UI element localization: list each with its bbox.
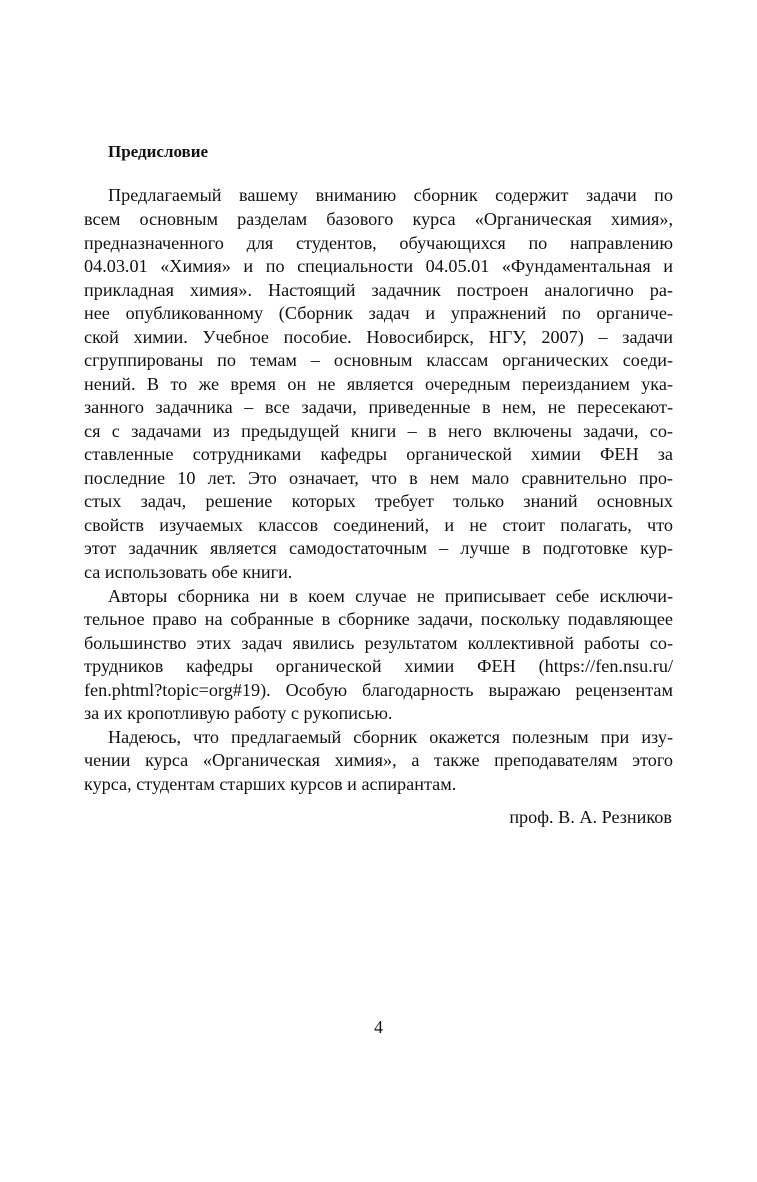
paragraph-2-line: трудников кафедры органической химии ФЕН (https://fen.nsu.ru/: [84, 656, 673, 676]
paragraph-1-line: 04.03.01 «Химия» и по специальности 04.05.01 «Фундаментальная и: [84, 256, 673, 276]
section-heading: Предисловие: [108, 142, 209, 161]
paragraph-1-line: ставленные сотрудниками кафедры органической химии ФЕН за: [84, 444, 673, 464]
paragraph-2-line: за их кропотливую работу с рукописью.: [84, 703, 393, 723]
paragraph-3-line: курса, студентам старших курсов и аспирантам.: [84, 774, 457, 794]
paragraph-1-line: занного задачника – все задачи, приведенные в нем, не пересекают-: [84, 397, 673, 417]
paragraph-2-line: Авторы сборника ни в коем случае не приписывает себе исключи-: [108, 586, 673, 606]
paragraph-1-line: всем основным разделам базового курса «Органическая химия»,: [84, 209, 673, 229]
paragraph-3-line: Надеюсь, что предлагаемый сборник окажется полезным при изу-: [108, 727, 673, 747]
author-signature: проф. В. А. Резников: [509, 807, 672, 827]
page-number: 4: [374, 1017, 383, 1037]
paragraph-1-line: ся с задачами из предыдущей книги – в него включены задачи, со-: [84, 421, 673, 441]
paragraph-1-line: предназначенного для студентов, обучающихся по направлению: [84, 233, 673, 253]
paragraph-1-line: ской химии. Учебное пособие. Новосибирск, НГУ, 2007) – задачи: [84, 327, 673, 347]
paragraph-1-line: прикладная химия». Настоящий задачник построен аналогично ра-: [84, 280, 673, 300]
paragraph-2-line: fen.phtml?topic=org#19). Особую благодарность выражаю рецензентам: [84, 680, 673, 700]
paragraph-1-line: свойств изучаемых классов соединений, и не стоит полагать, что: [84, 515, 673, 535]
paragraph-1-line: са использовать обе книги.: [84, 562, 293, 582]
paragraph-2-line: тельное право на собранные в сборнике задачи, поскольку подавляющее: [84, 609, 673, 629]
paragraph-1-line: сгруппированы по темам – основным классам органических соеди-: [84, 350, 673, 370]
paragraph-1-line: этот задачник является самодостаточным – лучше в подготовке кур-: [84, 538, 673, 558]
paragraph-1-line: стых задач, решение которых требует только знаний основных: [84, 491, 673, 511]
paragraph-1-line: последние 10 лет. Это означает, что в нем мало сравнительно про-: [84, 468, 673, 488]
paragraph-3-line: чении курса «Органическая химия», а также преподавателям этого: [84, 750, 673, 770]
paragraph-1-line: нений. В то же время он не является очередным переизданием ука-: [84, 374, 673, 394]
paragraph-2-line: большинство этих задач явились результатом коллективной работы со-: [84, 633, 673, 653]
paragraph-1-line: нее опубликованному (Сборник задач и упражнений по органиче-: [84, 303, 673, 323]
paragraph-1-line: Предлагаемый вашему вниманию сборник содержит задачи по: [108, 185, 673, 205]
